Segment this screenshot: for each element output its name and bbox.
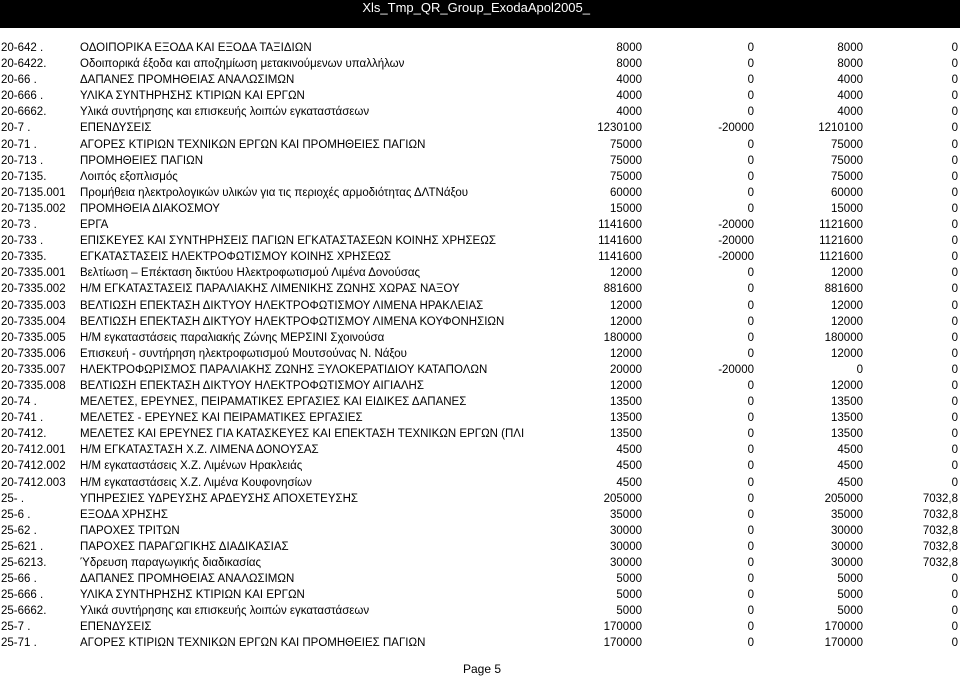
- value-col-3: 35000: [831, 508, 863, 521]
- account-code: 20-7412.001: [1, 444, 66, 457]
- value-col-1: 4500: [616, 476, 642, 489]
- account-description: ΟΔΟΙΠΟΡΙΚΑ ΕΞΟΔΑ ΚΑΙ ΕΞΟΔΑ ΤΑΞΙΔΙΩΝ: [80, 42, 312, 54]
- value-col-3: 881600: [824, 283, 863, 296]
- table-row: [0, 72, 960, 88]
- account-code: 20-7335.004: [1, 315, 66, 328]
- value-col-4: 0: [951, 154, 958, 167]
- value-col-4: 0: [951, 428, 958, 441]
- value-col-4: 0: [951, 42, 958, 54]
- header-bar: [0, 0, 960, 28]
- value-col-3: 4500: [837, 444, 863, 457]
- value-col-1: 8000: [616, 42, 642, 54]
- table-row: [0, 378, 960, 394]
- value-col-3: 60000: [831, 186, 863, 199]
- value-col-3: 13500: [831, 428, 863, 441]
- account-description: ΠΑΡΟΧΕΣ ΠΑΡΑΓΩΓΙΚΗΣ ΔΙΑΔΙΚΑΣΙΑΣ: [80, 540, 289, 553]
- account-code: 20-741 .: [1, 412, 44, 425]
- value-col-2: 0: [747, 444, 754, 457]
- value-col-2: 0: [747, 283, 754, 296]
- value-col-1: 30000: [610, 524, 642, 537]
- value-col-1: 4000: [616, 74, 642, 87]
- table-row: [0, 587, 960, 603]
- account-code: 20-7412.003: [1, 476, 66, 489]
- value-col-2: 0: [747, 492, 754, 505]
- value-col-3: 8000: [837, 58, 863, 71]
- value-col-3: 180000: [824, 331, 863, 344]
- account-description: ΑΓΟΡΕΣ ΚΤΙΡΙΩΝ ΤΕΧΝΙΚΩΝ ΕΡΓΩΝ ΚΑΙ ΠΡΟΜΗΘΕΙΕΣ ΠΑΓΙΩΝ: [80, 637, 426, 650]
- value-col-3: 1121600: [819, 235, 863, 248]
- account-description: ΕΓΚΑΤΑΣΤΑΣΕΙΣ ΗΛΕΚΤΡΟΦΩΤΙΣΜΟΥ ΚΟΙΝΗΣ ΧΡΗΣΕΩΣ: [80, 251, 391, 264]
- account-description: ΒΕΛΤΙΩΣΗ ΕΠΕΚΤΑΣΗ ΔΙΚΤΥΟΥ ΗΛΕΚΤΡΟΦΩΤΙΣΜΟΥ ΑΙΓΙΑΛΗΣ: [80, 379, 424, 392]
- value-col-4: 0: [951, 74, 958, 87]
- value-col-3: 13500: [831, 412, 863, 425]
- value-col-3: 0: [856, 363, 863, 376]
- value-col-2: 0: [747, 396, 754, 409]
- account-code: 20-7335.007: [1, 363, 66, 376]
- value-col-3: 4000: [837, 106, 863, 119]
- account-description: ΥΛΙΚΑ ΣΥΝΤΗΡΗΣΗΣ ΚΤΙΡΙΩΝ ΚΑΙ ΕΡΓΩΝ: [80, 90, 305, 103]
- value-col-3: 4000: [837, 90, 863, 103]
- value-col-4: 0: [951, 412, 958, 425]
- account-code: 25-6213.: [1, 557, 47, 569]
- value-col-2: 0: [747, 589, 754, 602]
- table-row: [0, 88, 960, 104]
- account-description: ΠΡΟΜΗΘΕΙΑ ΔΙΑΚΟΣΜΟΥ: [80, 202, 220, 215]
- table-row: [0, 539, 960, 555]
- value-col-3: 75000: [831, 138, 863, 151]
- value-col-4: 0: [951, 460, 958, 473]
- value-col-3: 5000: [837, 605, 863, 618]
- account-code: 25-666 .: [1, 589, 44, 602]
- value-col-2: 0: [747, 540, 754, 553]
- value-col-3: 5000: [837, 573, 863, 586]
- account-code: 20-666 .: [1, 90, 44, 103]
- account-code: 20-7412.002: [1, 460, 66, 473]
- value-col-2: 0: [747, 347, 754, 360]
- value-col-4: 0: [951, 106, 958, 119]
- account-description: ΕΠΕΝΔΥΣΕΙΣ: [80, 621, 152, 634]
- value-col-1: 12000: [610, 379, 642, 392]
- account-description: Η/Μ ΕΓΚΑΤΑΣΤΑΣΕΙΣ ΠΑΡΑΛΙΑΚΗΣ ΛΙΜΕΝΙΚΗΣ ΖΩΝΗΣ ΧΩΡΑΣ ΝΑΞΟΥ: [80, 283, 460, 296]
- value-col-3: 30000: [831, 557, 863, 569]
- value-col-3: 30000: [831, 540, 863, 553]
- account-code: 25-7 .: [1, 621, 31, 634]
- account-description: ΗΛΕΚΤΡΟΦΩΡΙΣΜΟΣ ΠΑΡΑΛΙΑΚΗΣ ΖΩΝΗΣ ΞΥΛΟΚΕΡΑΤΙΔΙΟΥ ΚΑΤΑΠΟΛΩΝ: [80, 363, 488, 376]
- value-col-1: 15000: [610, 202, 642, 215]
- value-col-4: 0: [951, 186, 958, 199]
- value-col-1: 60000: [610, 186, 642, 199]
- value-col-2: 0: [747, 267, 754, 280]
- value-col-3: 4500: [837, 476, 863, 489]
- table-row: [0, 153, 960, 169]
- table-row: [0, 475, 960, 491]
- value-col-1: 881600: [603, 283, 642, 296]
- value-col-4: 0: [951, 251, 958, 264]
- value-col-1: 4500: [616, 460, 642, 473]
- value-col-3: 4500: [837, 460, 863, 473]
- account-description: Επισκευή - συντήρηση ηλεκτροφωτισμού Μουτσούνας Ν. Νάξου: [80, 347, 407, 360]
- account-code: 25-66 .: [1, 573, 37, 586]
- value-col-4: 0: [951, 90, 958, 103]
- value-col-4: 0: [951, 202, 958, 215]
- value-col-2: 0: [747, 106, 754, 119]
- value-col-1: 12000: [610, 267, 642, 280]
- table-row: [0, 394, 960, 410]
- account-description: ΕΠΙΣΚΕΥΕΣ ΚΑΙ ΣΥΝΤΗΡΗΣΕΙΣ ΠΑΓΙΩΝ ΕΓΚΑΤΑΣΤΑΣΕΩΝ ΚΟΙΝΗΣ ΧΡΗΣΕΩΣ: [80, 235, 496, 248]
- table-row: [0, 555, 960, 571]
- value-col-2: -20000: [718, 363, 754, 376]
- value-col-2: 0: [747, 58, 754, 71]
- value-col-1: 12000: [610, 315, 642, 328]
- table-row: [0, 40, 960, 56]
- account-description: ΠΡΟΜΗΘΕΙΕΣ ΠΑΓΙΩΝ: [80, 154, 203, 167]
- value-col-4: 0: [951, 299, 958, 312]
- account-description: ΜΕΛΕΤΕΣ, ΕΡΕΥΝΕΣ, ΠΕΙΡΑΜΑΤΙΚΕΣ ΕΡΓΑΣΙΕΣ ΚΑΙ ΕΙΔΙΚΕΣ ΔΑΠΑΝΕΣ: [80, 396, 467, 409]
- value-col-3: 170000: [824, 621, 863, 634]
- value-col-1: 35000: [610, 508, 642, 521]
- account-code: 25-62 .: [1, 524, 37, 537]
- account-description: Η/Μ ΕΓΚΑΤΑΣΤΑΣΗ Χ.Ζ. ΛΙΜΕΝΑ ΔΟΝΟΥΣΑΣ: [80, 444, 319, 457]
- value-col-1: 30000: [610, 540, 642, 553]
- value-col-3: 15000: [831, 202, 863, 215]
- value-col-1: 4500: [616, 444, 642, 457]
- value-col-2: 0: [747, 508, 754, 521]
- value-col-4: 7032,8: [922, 492, 958, 505]
- account-description: Υλικά συντήρησης και επισκευής λοιπών εγκαταστάσεων: [80, 106, 370, 119]
- value-col-2: 0: [747, 42, 754, 54]
- account-description: Υλικά συντήρησης και επισκευής λοιπών εγκαταστάσεων: [80, 605, 370, 618]
- value-col-1: 8000: [616, 58, 642, 71]
- table-row: [0, 507, 960, 523]
- table-row: [0, 137, 960, 153]
- account-code: 20-642 .: [1, 42, 44, 54]
- value-col-2: -20000: [718, 122, 754, 135]
- table-row: [0, 635, 960, 651]
- table-row: [0, 56, 960, 72]
- table-row: [0, 410, 960, 426]
- account-code: 20-7335.002: [1, 283, 66, 296]
- value-col-2: 0: [747, 331, 754, 344]
- value-col-3: 8000: [837, 42, 863, 54]
- value-col-3: 12000: [831, 267, 863, 280]
- value-col-3: 75000: [831, 154, 863, 167]
- account-code: 20-66 .: [1, 74, 37, 87]
- account-code: 20-6422.: [1, 58, 47, 71]
- value-col-4: 0: [951, 315, 958, 328]
- value-col-3: 1210100: [818, 122, 863, 135]
- value-col-2: 0: [747, 90, 754, 103]
- account-description: ΔΑΠΑΝΕΣ ΠΡΟΜΗΘΕΙΑΣ ΑΝΑΛΩΣΙΜΩΝ: [80, 74, 295, 87]
- value-col-2: 0: [747, 202, 754, 215]
- value-col-3: 75000: [831, 170, 863, 183]
- table-row: [0, 442, 960, 458]
- account-description: Η/Μ εγκαταστάσεις Χ.Ζ. Λιμένα Κουφονησίων: [80, 476, 312, 489]
- value-col-2: 0: [747, 315, 754, 328]
- value-col-4: 0: [951, 347, 958, 360]
- account-description: ΑΓΟΡΕΣ ΚΤΙΡΙΩΝ ΤΕΧΝΙΚΩΝ ΕΡΓΩΝ ΚΑΙ ΠΡΟΜΗΘΕΙΕΣ ΠΑΓΙΩΝ: [80, 138, 426, 151]
- value-col-1: 170000: [603, 637, 642, 650]
- value-col-1: 75000: [610, 154, 642, 167]
- value-col-1: 180000: [603, 331, 642, 344]
- account-code: 20-7335.006: [1, 347, 66, 360]
- value-col-2: 0: [747, 154, 754, 167]
- value-col-3: 5000: [837, 589, 863, 602]
- table-row: [0, 362, 960, 378]
- value-col-4: 0: [951, 283, 958, 296]
- value-col-4: 0: [951, 170, 958, 183]
- account-description: ΒΕΛΤΙΩΣΗ ΕΠΕΚΤΑΣΗ ΔΙΚΤΥΟΥ ΗΛΕΚΤΡΟΦΩΤΙΣΜΟΥ ΛΙΜΕΝΑ ΗΡΑΚΛΕΙΑΣ: [80, 299, 484, 312]
- value-col-3: 30000: [831, 524, 863, 537]
- account-code: 20-7335.008: [1, 379, 66, 392]
- table-row: [0, 571, 960, 587]
- value-col-1: 4000: [616, 90, 642, 103]
- account-description: ΔΑΠΑΝΕΣ ΠΡΟΜΗΘΕΙΑΣ ΑΝΑΛΩΣΙΜΩΝ: [80, 573, 295, 586]
- value-col-4: 0: [951, 589, 958, 602]
- table-row: [0, 201, 960, 217]
- account-description: Λοιπός εξοπλισμός: [80, 170, 178, 183]
- account-description: Προμήθεια ηλεκτρολογικών υλικών για τις περιοχές αρμοδιότητας ΔΛΤΝάξου: [80, 186, 469, 199]
- table-row: [0, 603, 960, 619]
- value-col-2: 0: [747, 557, 754, 569]
- value-col-1: 13500: [610, 412, 642, 425]
- value-col-3: 12000: [831, 379, 863, 392]
- value-col-3: 12000: [831, 299, 863, 312]
- value-col-4: 0: [951, 621, 958, 634]
- account-description: ΕΡΓΑ: [80, 219, 109, 232]
- table-row: [0, 265, 960, 281]
- account-code: 20-6662.: [1, 106, 47, 119]
- account-description: ΜΕΛΕΤΕΣ ΚΑΙ ΕΡΕΥΝΕΣ ΓΙΑ ΚΑΤΑΣΚΕΥΕΣ ΚΑΙ ΕΠΕΚΤΑΣΗ ΤΕΧΝΙΚΩΝ ΕΡΓΩΝ (ΠΛΙ: [80, 428, 525, 441]
- table-row: [0, 298, 960, 314]
- value-col-4: 0: [951, 267, 958, 280]
- value-col-2: 0: [747, 605, 754, 618]
- value-col-1: 12000: [610, 299, 642, 312]
- value-col-2: 0: [747, 138, 754, 151]
- value-col-1: 170000: [603, 621, 642, 634]
- value-col-4: 0: [951, 476, 958, 489]
- value-col-1: 4000: [616, 106, 642, 119]
- value-col-4: 0: [951, 122, 958, 135]
- value-col-1: 30000: [610, 557, 642, 569]
- value-col-3: 205000: [824, 492, 863, 505]
- value-col-2: 0: [747, 379, 754, 392]
- value-col-2: 0: [747, 637, 754, 650]
- account-code: 20-7335.: [1, 251, 47, 264]
- account-code: 20-733 .: [1, 235, 44, 248]
- value-col-1: 1141600: [598, 235, 642, 248]
- value-col-4: 7032,8: [922, 557, 958, 569]
- budget-table: [0, 40, 960, 652]
- account-code: 20-7335.003: [1, 299, 66, 312]
- account-description: Βελτίωση – Επέκταση δικτύου Ηλεκτροφωτισμού Λιμένα Δονούσας: [80, 267, 421, 280]
- account-description: ΥΠΗΡΕΣΙΕΣ ΥΔΡΕΥΣΗΣ ΑΡΔΕΥΣΗΣ ΑΠΟΧΕΤΕΥΣΗΣ: [80, 492, 359, 505]
- value-col-4: 0: [951, 235, 958, 248]
- value-col-1: 75000: [610, 170, 642, 183]
- value-col-2: 0: [747, 573, 754, 586]
- account-description: Η/Μ εγκαταστάσεις παραλιακής Ζώνης ΜΕΡΣΙΝΙ Σχοινούσα: [80, 331, 385, 344]
- value-col-2: -20000: [718, 251, 754, 264]
- account-code: 25-6 .: [1, 508, 31, 521]
- value-col-1: 75000: [610, 138, 642, 151]
- value-col-1: 5000: [616, 605, 642, 618]
- value-col-2: -20000: [718, 219, 754, 232]
- value-col-4: 0: [951, 379, 958, 392]
- table-row: [0, 314, 960, 330]
- account-description: ΕΠΕΝΔΥΣΕΙΣ: [80, 122, 152, 135]
- value-col-3: 12000: [831, 315, 863, 328]
- account-code: 20-7135.001: [1, 186, 66, 199]
- value-col-4: 0: [951, 444, 958, 457]
- account-code: 20-7 .: [1, 122, 31, 135]
- value-col-2: 0: [747, 299, 754, 312]
- account-description: ΒΕΛΤΙΩΣΗ ΕΠΕΚΤΑΣΗ ΔΙΚΤΥΟΥ ΗΛΕΚΤΡΟΦΩΤΙΣΜΟΥ ΛΙΜΕΝΑ ΚΟΥΦΟΝΗΣΙΩΝ: [80, 315, 505, 328]
- value-col-4: 0: [951, 331, 958, 344]
- value-col-4: 0: [951, 573, 958, 586]
- account-description: ΕΞΟΔΑ ΧΡΗΣΗΣ: [80, 508, 168, 521]
- table-row: [0, 120, 960, 136]
- value-col-3: 1121600: [819, 251, 863, 264]
- page-number: Page 5: [462, 662, 502, 676]
- account-code: 20-713 .: [1, 154, 44, 167]
- value-col-2: 0: [747, 186, 754, 199]
- table-row: [0, 330, 960, 346]
- value-col-2: 0: [747, 621, 754, 634]
- account-code: 20-73 .: [1, 219, 37, 232]
- account-description: Ύδρευση παραγωγικής διαδικασίας: [80, 557, 262, 569]
- page-footer: [0, 662, 960, 676]
- value-col-1: 13500: [610, 396, 642, 409]
- value-col-4: 7032,8: [922, 508, 958, 521]
- value-col-4: 0: [951, 396, 958, 409]
- account-description: ΥΛΙΚΑ ΣΥΝΤΗΡΗΣΗΣ ΚΤΙΡΙΩΝ ΚΑΙ ΕΡΓΩΝ: [80, 589, 305, 602]
- value-col-1: 1141600: [598, 219, 642, 232]
- table-row: [0, 491, 960, 507]
- table-row: [0, 233, 960, 249]
- value-col-2: 0: [747, 412, 754, 425]
- value-col-4: 0: [951, 605, 958, 618]
- account-code: 25-621 .: [1, 540, 44, 553]
- table-row: [0, 458, 960, 474]
- value-col-2: -20000: [718, 235, 754, 248]
- account-code: 25- .: [1, 492, 25, 505]
- value-col-1: 12000: [610, 347, 642, 360]
- account-code: 20-7412.: [1, 428, 47, 441]
- value-col-3: 12000: [831, 347, 863, 360]
- value-col-4: 7032,8: [922, 540, 958, 553]
- value-col-1: 1230100: [597, 122, 642, 135]
- table-row: [0, 217, 960, 233]
- account-code: 25-6662.: [1, 605, 47, 618]
- table-row: [0, 169, 960, 185]
- table-row: [0, 281, 960, 297]
- table-row: [0, 346, 960, 362]
- value-col-1: 20000: [610, 363, 642, 376]
- account-code: 20-7135.: [1, 170, 47, 183]
- account-description: ΜΕΛΕΤΕΣ - ΕΡΕΥΝΕΣ ΚΑΙ ΠΕΙΡΑΜΑΤΙΚΕΣ ΕΡΓΑΣΙΕΣ: [80, 412, 363, 425]
- value-col-4: 0: [951, 637, 958, 650]
- value-col-3: 1121600: [819, 219, 863, 232]
- value-col-1: 13500: [610, 428, 642, 441]
- table-row: [0, 185, 960, 201]
- value-col-2: 0: [747, 170, 754, 183]
- value-col-4: 0: [951, 138, 958, 151]
- value-col-4: 0: [951, 363, 958, 376]
- table-row: [0, 249, 960, 265]
- table-row: [0, 523, 960, 539]
- value-col-1: 5000: [616, 573, 642, 586]
- account-description: Η/Μ εγκαταστάσεις Χ.Ζ. Λιμένων Ηρακλειάς: [80, 460, 303, 473]
- value-col-3: 4000: [837, 74, 863, 87]
- account-code: 20-74 .: [1, 396, 37, 409]
- value-col-1: 205000: [603, 492, 642, 505]
- value-col-2: 0: [747, 428, 754, 441]
- table-row: [0, 619, 960, 635]
- table-row: [0, 426, 960, 442]
- account-code: 20-7335.005: [1, 331, 66, 344]
- account-description: Οδοιπορικά έξοδα και αποζημίωση μετακινούμενων υπαλλήλων: [80, 58, 405, 71]
- value-col-3: 170000: [824, 637, 863, 650]
- account-code: 20-7135.002: [1, 202, 66, 215]
- value-col-2: 0: [747, 524, 754, 537]
- value-col-1: 5000: [616, 589, 642, 602]
- account-description: ΠΑΡΟΧΕΣ ΤΡΙΤΩΝ: [80, 524, 180, 537]
- value-col-1: 1141600: [598, 251, 642, 264]
- account-code: 25-71 .: [1, 637, 37, 650]
- account-code: 20-71 .: [1, 138, 37, 151]
- value-col-3: 13500: [831, 396, 863, 409]
- value-col-4: 0: [951, 58, 958, 71]
- value-col-2: 0: [747, 74, 754, 87]
- value-col-2: 0: [747, 460, 754, 473]
- value-col-4: 7032,8: [922, 524, 958, 537]
- account-code: 20-7335.001: [1, 267, 66, 280]
- document-title: Xls_Tmp_QR_Group_ExodaApol2005_: [362, 0, 590, 15]
- table-row: [0, 104, 960, 120]
- value-col-4: 0: [951, 219, 958, 232]
- value-col-2: 0: [747, 476, 754, 489]
